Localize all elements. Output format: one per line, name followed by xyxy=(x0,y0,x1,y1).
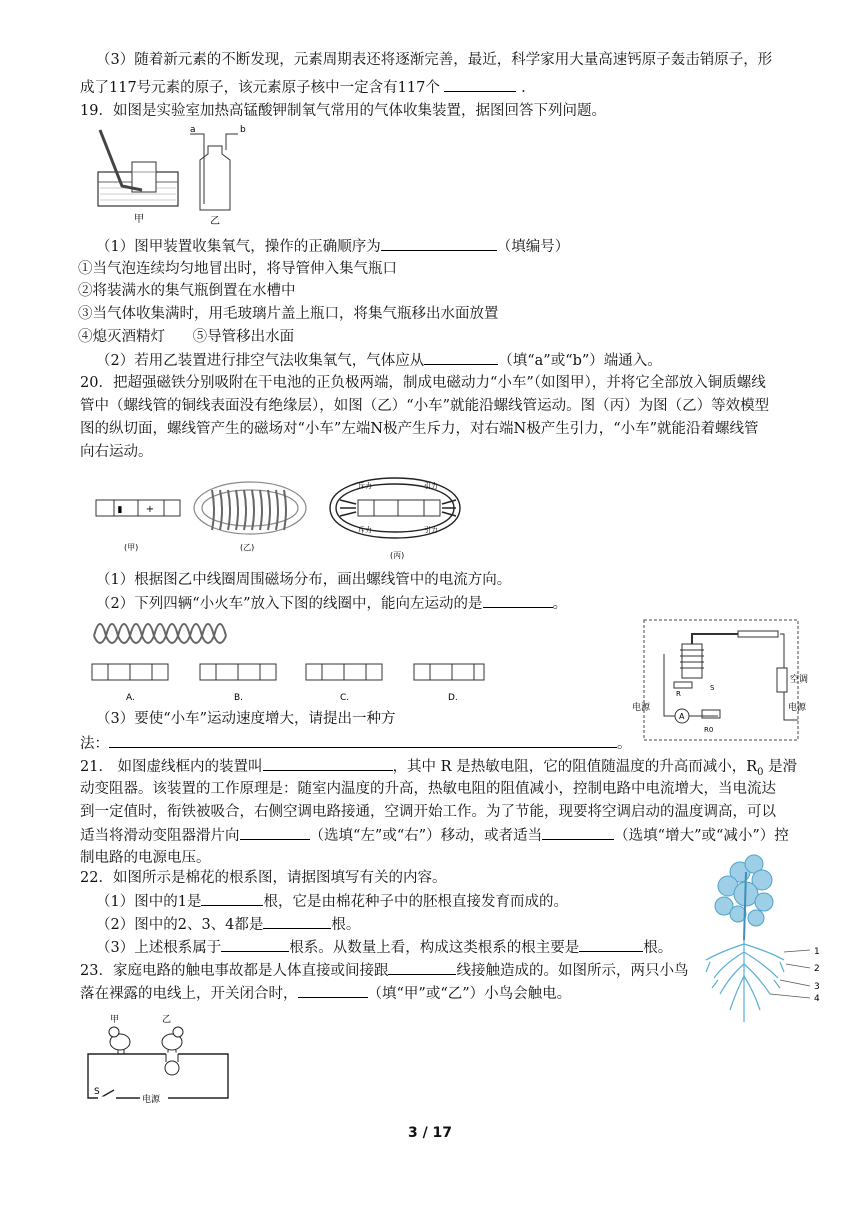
q22-1: （1）图中的1是 根，它是由棉花种子中的胚根直接发育而成的。 xyxy=(96,891,568,912)
q23-blank-2[interactable] xyxy=(298,983,368,998)
q19-1-blank[interactable] xyxy=(381,236,497,251)
label-A: A xyxy=(679,712,685,721)
label-power-left: 电源 xyxy=(632,703,651,713)
q19-figure xyxy=(92,124,282,226)
q18-3-line1: （3）随着新元素的不断发现，元素周期表还将逐渐完善，最近，科学家用大量高速钙原子轰击销原子，形 xyxy=(96,52,773,68)
q20-stem-1: 20．把超强磁铁分别吸附在干电池的正负极两端，制成电磁动力“小车”（如图甲），并将它全部放入铜质螺线 xyxy=(80,375,766,391)
q23-line2: 落在裸露的电线上，开关闭合时， （填“甲”或“乙”）小鸟会触电。 xyxy=(80,983,571,1004)
q19-2: （2）若用乙装置进行排空气法收集氧气，气体应从 （填“a”或“b”）端通入。 xyxy=(96,350,662,371)
label-repel-2: 斥力 xyxy=(358,526,372,534)
label-bird-jia: 甲 xyxy=(110,1015,120,1025)
q22-blank-3[interactable] xyxy=(221,937,289,952)
q20-figure xyxy=(90,468,470,562)
label-R0: R0 xyxy=(704,726,714,734)
q20-1: （1）根据图乙中线圈周围磁场分布，画出螺线管中的电流方向。 xyxy=(96,572,512,588)
svg-text:+: + xyxy=(145,504,155,515)
q21-blank-3[interactable] xyxy=(542,825,614,840)
label-root-2: 2 xyxy=(814,964,820,974)
q19-2-blank[interactable] xyxy=(424,350,498,365)
q20-2-blank[interactable] xyxy=(483,593,553,608)
option-D: D. xyxy=(448,693,458,703)
q21-line3: 到一定值时，衔铁被吸合，右侧空调电路接通，空调开始工作。为了节能，现要将空调启动的温度调高，可以 xyxy=(80,804,776,820)
label-fig20-yi: (乙) xyxy=(240,543,255,552)
label-bird-yi: 乙 xyxy=(162,1015,172,1025)
label-root-4: 4 xyxy=(814,994,820,1004)
q19-option-1: ①当气泡连续均匀地冒出时，将导管伸入集气瓶口 xyxy=(78,261,397,277)
label-ac: 空调 xyxy=(790,675,809,685)
option-A: A. xyxy=(126,693,135,703)
label-fig20-jia: (甲) xyxy=(124,543,139,552)
q20-stem-4: 向右运动。 xyxy=(80,444,153,460)
q21-line2: 动变阻器。该装置的工作原理是：随室内温度的升高，热敏电阻的阻值减小，控制电路中电流增大，当电流达 xyxy=(80,781,776,797)
label-R: R xyxy=(676,690,681,698)
q23-figure xyxy=(80,1010,240,1108)
q22-stem: 22．如图所示是棉花的根系图，请据图填写有关的内容。 xyxy=(80,870,447,886)
q19-1: （1）图甲装置收集氧气，操作的正确顺序为 （填编号） xyxy=(96,236,569,257)
q22-blank-1[interactable] xyxy=(201,891,263,906)
q21-figure xyxy=(634,616,812,744)
label-b: b xyxy=(240,125,246,135)
q19-option-3: ③当气体收集满时，用毛玻璃片盖上瓶口，将集气瓶移出水面放置 xyxy=(78,306,499,322)
q22-3: （3）上述根系属于 根系。从数量上看，构成这类根系的根主要是 根。 xyxy=(96,937,672,958)
q21-blank-1[interactable] xyxy=(263,756,393,771)
option-C: C. xyxy=(340,693,350,703)
q19-stem: 19．如图是实验室加热高锰酸钾制氧气常用的气体收集装置，据图回答下列问题。 xyxy=(80,103,606,119)
option-B: B. xyxy=(234,693,244,703)
label-switch: S xyxy=(94,1087,100,1097)
q21-blank-2[interactable] xyxy=(240,825,310,840)
label-a: a xyxy=(190,125,196,135)
q20-2: （2）下列四辆“小火车”放入下图的线圈中，能向左运动的是 。 xyxy=(96,593,567,614)
label-attract-2: 引力 xyxy=(424,526,438,534)
q23-blank-1[interactable] xyxy=(388,960,456,975)
q20-3-blank[interactable] xyxy=(109,733,617,748)
label-yi: 乙 xyxy=(210,216,220,227)
label-fig20-bing: (丙) xyxy=(390,551,405,560)
q18-3-line2: 成了117号元素的原子，该元素原子核中一定含有117个 . xyxy=(80,77,526,98)
label-root-1: 1 xyxy=(814,947,820,957)
q21-line1: 21． 如图虚线框内的装置叫 ，其中 R 是热敏电阻，它的阻值随温度的升高而减小，$R_0$ 是滑 xyxy=(80,756,797,783)
label-attract-1: 引力 xyxy=(424,482,438,490)
q20-stem-3: 图的纵切面，螺线管产生的磁场对“小车”左端N极产生斥力，对右端N极产生引力，“小车”就能沿着螺线管 xyxy=(80,421,759,437)
q20-options-figure xyxy=(88,614,488,704)
q22-blank-2[interactable] xyxy=(263,914,331,929)
label-power: 电源 xyxy=(142,1095,161,1105)
label-power-right: 电源 xyxy=(788,703,807,713)
q21-line4: 适当将滑动变阻器滑片向 （选填“左”或“右”）移动，或者适当 （选填“增大”或“减小”）控 xyxy=(80,825,789,846)
q22-blank-4[interactable] xyxy=(579,937,643,952)
page-number: 3 / 17 xyxy=(407,1125,453,1141)
label-repel-1: 斥力 xyxy=(358,482,372,490)
label-root-3: 3 xyxy=(814,982,820,992)
label-jia: 甲 xyxy=(134,214,144,225)
q19-option-2: ②将装满水的集气瓶倒置在水槽中 xyxy=(78,283,296,299)
q22-2: （2）图中的2、3、4都是 根。 xyxy=(96,914,360,935)
q23-line1: 23．家庭电路的触电事故都是人体直接或间接跟 线接触造成的。如图所示，两只小鸟 xyxy=(80,960,688,981)
q21-line5: 制电路的电源电压。 xyxy=(80,850,211,866)
q19-option-4-5: ④熄灭酒精灯 ⑤导管移出水面 xyxy=(78,329,295,345)
q20-3: （3）要使“小车”运动速度增大，请提出一种方 xyxy=(96,711,396,727)
q20-3b: 法： 。 xyxy=(80,733,632,754)
label-S: S xyxy=(710,684,715,692)
q18-blank[interactable] xyxy=(444,77,516,92)
q20-stem-2: 管中（螺线管的铜线表面没有绝缘层），如图（乙）“小车”就能沿螺线管运动。图（丙）为图（乙）等效模型 xyxy=(80,398,770,414)
svg-text:▮: ▮ xyxy=(117,505,123,515)
q22-figure xyxy=(700,852,830,1032)
